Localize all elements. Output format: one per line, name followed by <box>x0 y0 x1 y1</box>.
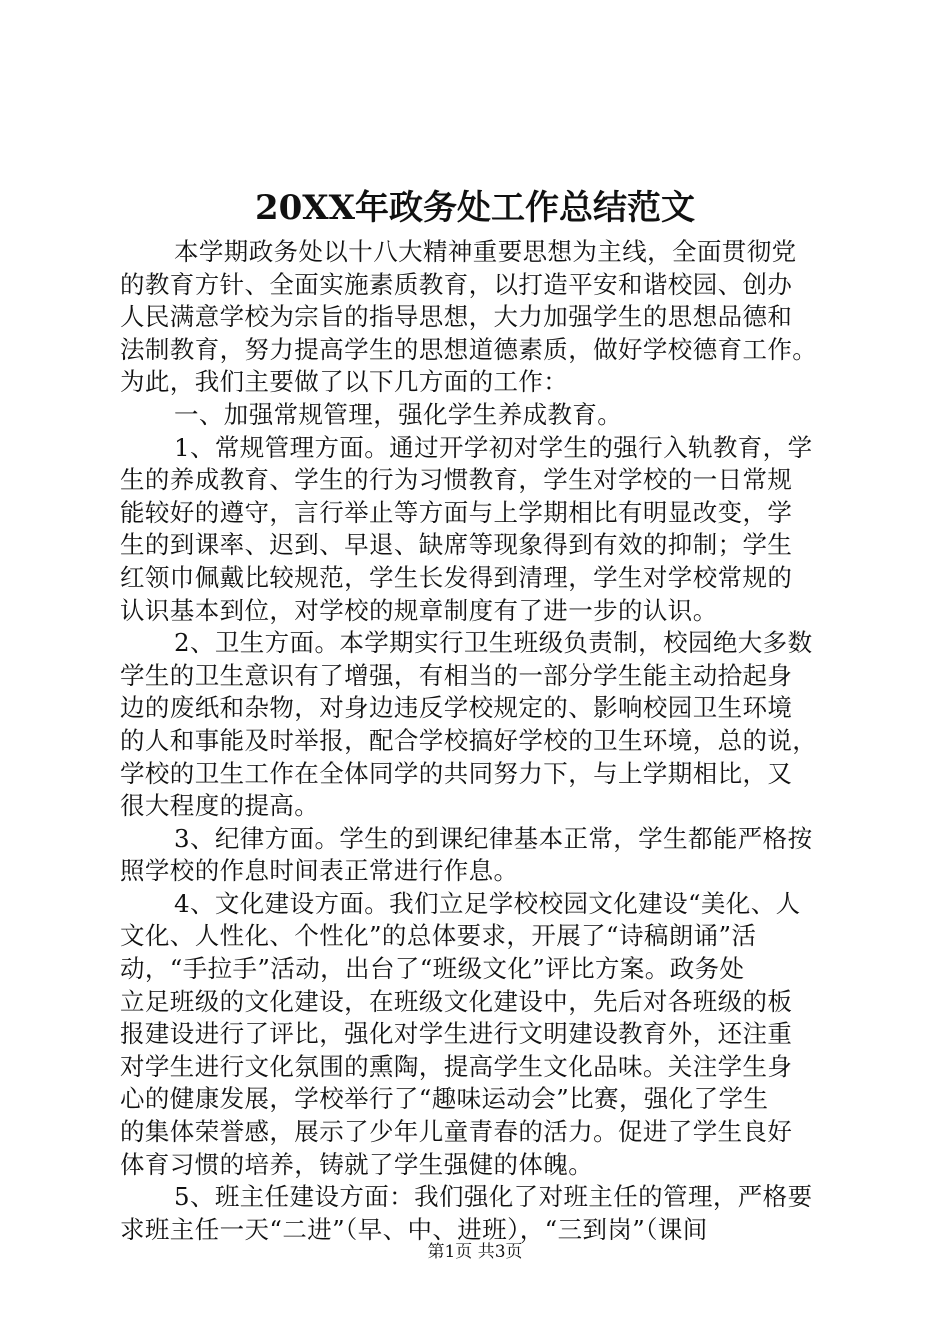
text-line: 学校的卫生工作在全体同学的共同努力下，与上学期相比，又 <box>120 758 793 788</box>
text-line: 1、常规管理方面。通过开学初对学生的强行入轨教育，学 <box>174 432 813 462</box>
text-line: 很大程度的提高。 <box>120 791 320 821</box>
text-line: 为此，我们主要做了以下几方面的工作： <box>120 367 569 397</box>
text-line: 本学期政务处以十八大精神重要思想为主线，全面贯彻党 <box>174 237 797 266</box>
text-line: 心的健康发展，学校举行了“趣味运动会”比赛，强化了学生 <box>120 1084 769 1114</box>
text-line: 文化、人性化、个性化”的总体要求，开展了“诗稿朗诵”活 <box>120 921 757 951</box>
text-line: 法制教育，努力提高学生的思想道德素质，做好学校德育工作。 <box>120 334 818 364</box>
text-line: 一、加强常规管理，强化学生养成教育。 <box>174 399 623 429</box>
text-line: 边的废纸和杂物，对身边违反学校规定的、影响校园卫生环境 <box>120 693 793 723</box>
text-line: 的集体荣誉感，展示了少年儿童青春的活力。促进了学生良好 <box>120 1117 793 1147</box>
paragraph-culture <box>120 888 832 1181</box>
text-line: 报建设进行了评比，强化对学生进行文明建设教育外，还注重 <box>120 1019 793 1049</box>
paragraph-hygiene <box>120 627 832 823</box>
paragraph-routine-management <box>120 432 832 628</box>
text-line: 认识基本到位，对学校的规章制度有了进一步的认识。 <box>120 595 718 625</box>
paragraph-intro <box>120 236 832 399</box>
text-line: 的人和事能及时举报，配合学校搞好学校的卫生环境，总的说， <box>120 725 818 755</box>
text-line: 5、班主任建设方面：我们强化了对班主任的管理，严格要 <box>174 1182 813 1212</box>
text-line: 3、纪律方面。学生的到课纪律基本正常，学生都能严格按 <box>174 823 813 853</box>
document-body <box>120 236 832 1246</box>
text-line: 2、卫生方面。本学期实行卫生班级负责制，校园绝大多数 <box>174 628 813 658</box>
text-line: 红领巾佩戴比较规范，学生长发得到清理，学生对学校常规的 <box>120 562 793 592</box>
paragraph-discipline <box>120 823 832 888</box>
page-number-footer: 第1页 共3页 <box>427 1242 523 1262</box>
text-line: 体育习惯的培养，铸就了学生强健的体魄。 <box>120 1149 594 1179</box>
text-line: 4、文化建设方面。我们立足学校校园文化建设“美化、人 <box>174 888 801 918</box>
text-line: 人民满意学校为宗旨的指导思想，大力加强学生的思想品德和 <box>120 302 793 332</box>
text-line: 动，“手拉手”活动，出台了“班级文化”评比方案。政务处 <box>120 954 745 984</box>
paragraph-class-teachers <box>120 1181 832 1246</box>
text-line: 对学生进行文化氛围的熏陶，提高学生文化品味。关注学生身 <box>120 1051 793 1081</box>
text-line: 照学校的作息时间表正常进行作息。 <box>120 856 519 886</box>
text-line: 的教育方针、全面实施素质教育，以打造平安和谐校园、创办 <box>120 269 793 299</box>
section-heading-1 <box>120 399 832 432</box>
text-line: 生的到课率、迟到、早退、缺席等现象得到有效的抑制；学生 <box>120 530 793 560</box>
text-line: 生的养成教育、学生的行为习惯教育，学生对学校的一日常规 <box>120 465 793 495</box>
text-line: 立足班级的文化建设，在班级文化建设中，先后对各班级的板 <box>120 986 793 1016</box>
text-line: 能较好的遵守，言行举止等方面与上学期相比有明显改变，学 <box>120 497 793 527</box>
text-line: 学生的卫生意识有了增强，有相当的一部分学生能主动拾起身 <box>120 660 793 690</box>
document-title: 20XX年政务处工作总结范文 <box>254 188 696 228</box>
text-line: 求班主任一天“二进”（早、中、进班），“三到岗”（课间 <box>120 1214 708 1244</box>
